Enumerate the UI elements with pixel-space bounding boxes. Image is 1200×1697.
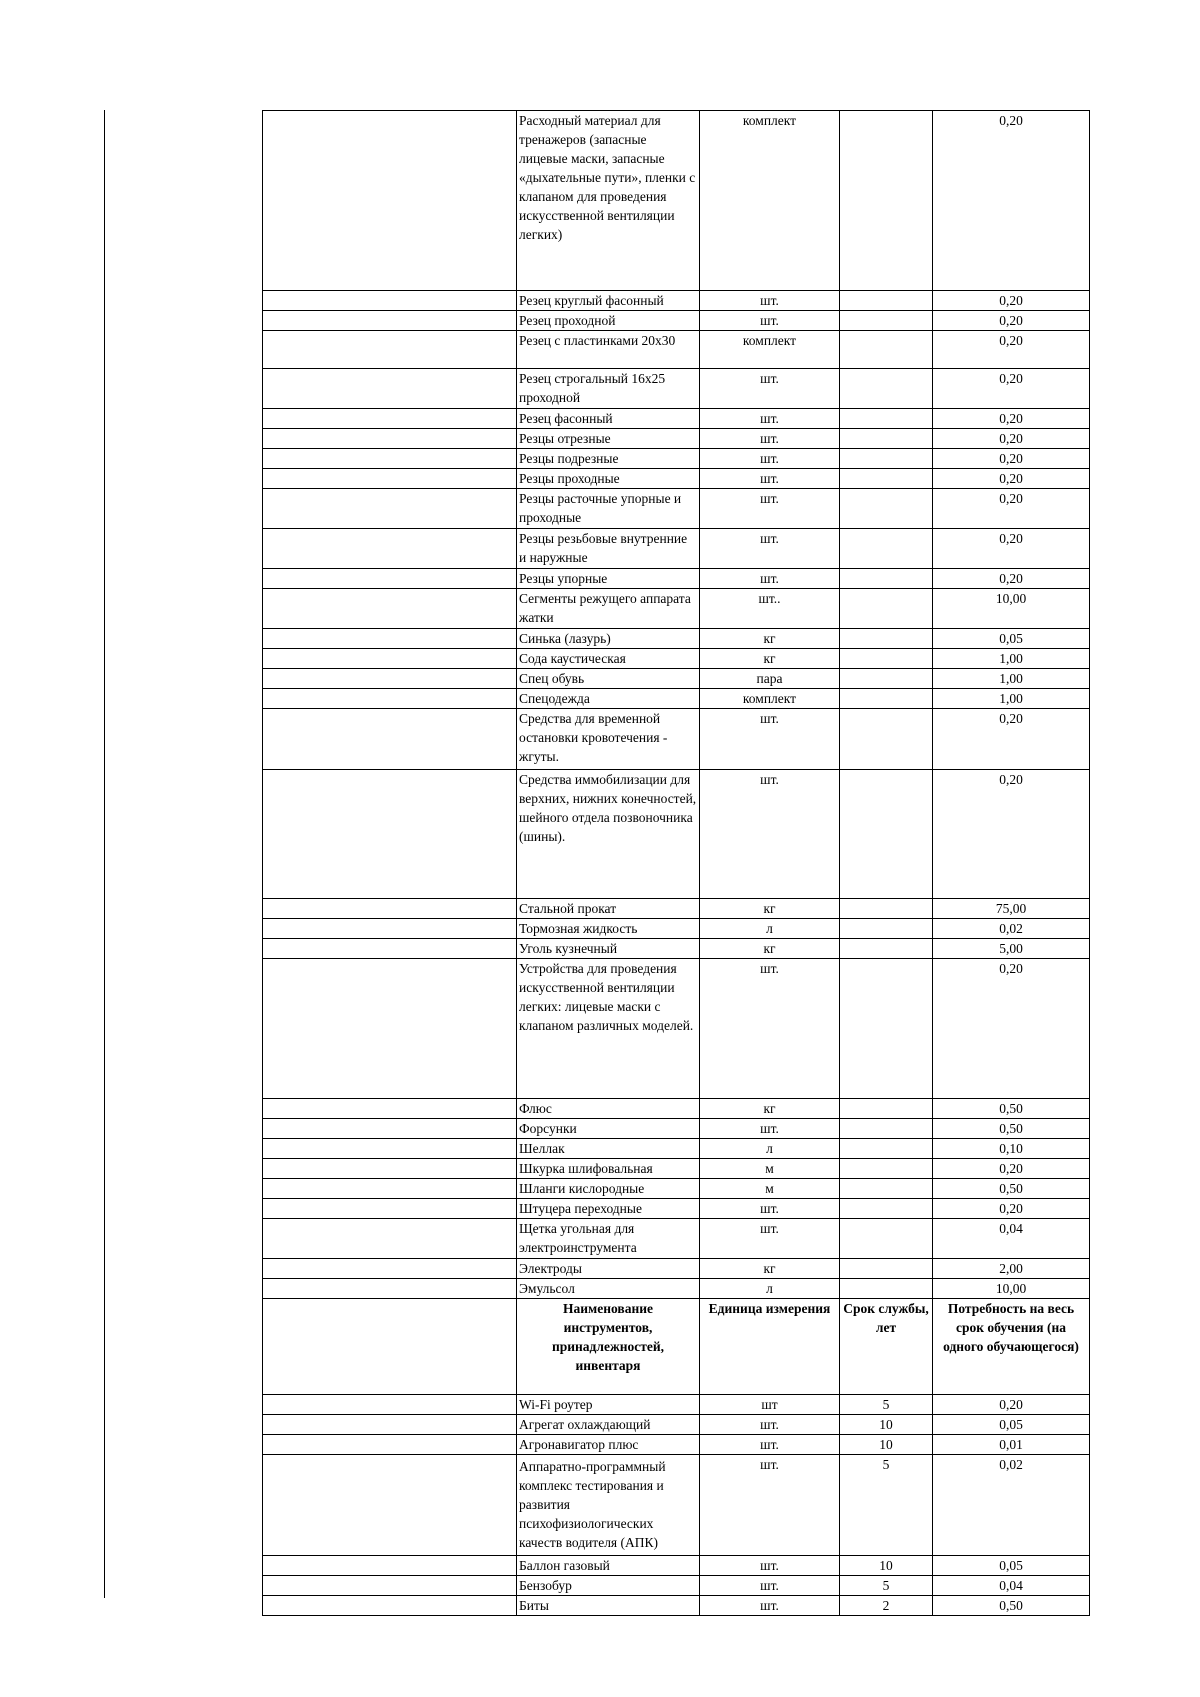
table-row bbox=[263, 1139, 1090, 1159]
item-need: 0,05 bbox=[933, 1415, 1090, 1435]
item-need: 0,10 bbox=[933, 1139, 1090, 1159]
blank-cell bbox=[263, 1435, 517, 1455]
table-row bbox=[263, 291, 1090, 311]
table-row bbox=[263, 449, 1090, 469]
item-unit: шт. bbox=[700, 429, 840, 449]
item-name: Резец строгальный 16х25 проходной bbox=[517, 369, 700, 409]
item-life: 10 bbox=[840, 1435, 933, 1455]
item-need: 1,00 bbox=[933, 689, 1090, 709]
item-unit: кг bbox=[700, 939, 840, 959]
item-life bbox=[840, 689, 933, 709]
item-name: Флюс bbox=[517, 1099, 700, 1119]
table-row bbox=[263, 589, 1090, 629]
item-name: Биты bbox=[517, 1596, 700, 1616]
table-row bbox=[263, 369, 1090, 409]
item-need: 0,02 bbox=[933, 1455, 1090, 1556]
item-life bbox=[840, 369, 933, 409]
blank-cell bbox=[263, 1099, 517, 1119]
item-unit: шт. bbox=[700, 1556, 840, 1576]
item-unit: л bbox=[700, 1139, 840, 1159]
blank-cell bbox=[263, 1219, 517, 1259]
item-name: Электроды bbox=[517, 1259, 700, 1279]
item-unit: шт. bbox=[700, 529, 840, 569]
blank-cell bbox=[263, 770, 517, 899]
item-need: 0,20 bbox=[933, 489, 1090, 529]
item-name: Резцы отрезные bbox=[517, 429, 700, 449]
item-unit: л bbox=[700, 1279, 840, 1299]
item-need: 0,20 bbox=[933, 469, 1090, 489]
blank-cell bbox=[263, 1299, 517, 1395]
blank-cell bbox=[263, 311, 517, 331]
table-row bbox=[263, 1455, 1090, 1556]
blank-cell bbox=[263, 1199, 517, 1219]
item-life bbox=[840, 331, 933, 369]
table-row bbox=[263, 1395, 1090, 1415]
blank-cell bbox=[263, 689, 517, 709]
item-unit: шт. bbox=[700, 291, 840, 311]
blank-cell bbox=[263, 409, 517, 429]
item-life bbox=[840, 919, 933, 939]
blank-cell bbox=[263, 1576, 517, 1596]
item-name: Средства иммобилизации для верхних, нижних конечностей, шейного отдела позвоночника (шины). bbox=[517, 770, 700, 899]
item-life bbox=[840, 529, 933, 569]
item-life bbox=[840, 291, 933, 311]
blank-cell bbox=[263, 649, 517, 669]
item-name: Щетка угольная для электроинструмента bbox=[517, 1219, 700, 1259]
item-unit: шт. bbox=[700, 1576, 840, 1596]
blank-cell bbox=[263, 1139, 517, 1159]
item-need: 0,20 bbox=[933, 449, 1090, 469]
item-life bbox=[840, 1219, 933, 1259]
item-name: Сода каустическая bbox=[517, 649, 700, 669]
item-unit: шт. bbox=[700, 1455, 840, 1556]
item-need: 10,00 bbox=[933, 589, 1090, 629]
item-unit: шт. bbox=[700, 1199, 840, 1219]
item-need: 0,20 bbox=[933, 569, 1090, 589]
item-need: 0,04 bbox=[933, 1219, 1090, 1259]
table-row bbox=[263, 629, 1090, 649]
item-need: 0,20 bbox=[933, 369, 1090, 409]
item-need: 0,01 bbox=[933, 1435, 1090, 1455]
item-name: Аппаратно-программный комплекс тестирования и развития психофизиологических качеств водителя (АПК) bbox=[517, 1455, 700, 1556]
item-name: Резцы упорные bbox=[517, 569, 700, 589]
materials-table bbox=[262, 110, 1090, 1616]
item-life bbox=[840, 589, 933, 629]
blank-cell bbox=[263, 1556, 517, 1576]
item-need: 0,20 bbox=[933, 1159, 1090, 1179]
item-unit: кг bbox=[700, 1259, 840, 1279]
item-name: Средства для временной остановки кровотечения - жгуты. bbox=[517, 709, 700, 770]
item-life bbox=[840, 629, 933, 649]
item-life bbox=[840, 489, 933, 529]
item-need: 0,50 bbox=[933, 1119, 1090, 1139]
blank-cell bbox=[263, 369, 517, 409]
item-name: Агронавигатор плюс bbox=[517, 1435, 700, 1455]
item-unit: комплект bbox=[700, 689, 840, 709]
item-life bbox=[840, 1139, 933, 1159]
item-unit: шт. bbox=[700, 569, 840, 589]
header-unit: Единица измерения bbox=[700, 1299, 840, 1395]
item-unit: комплект bbox=[700, 111, 840, 291]
item-name: Стальной прокат bbox=[517, 899, 700, 919]
left-margin-rule bbox=[104, 110, 105, 1598]
table-row bbox=[263, 770, 1090, 899]
item-life bbox=[840, 709, 933, 770]
item-need: 0,20 bbox=[933, 529, 1090, 569]
blank-cell bbox=[263, 589, 517, 629]
item-unit: шт bbox=[700, 1395, 840, 1415]
item-unit: шт. bbox=[700, 1435, 840, 1455]
table-row bbox=[263, 311, 1090, 331]
table-row bbox=[263, 1219, 1090, 1259]
item-unit: шт. bbox=[700, 449, 840, 469]
blank-cell bbox=[263, 919, 517, 939]
blank-cell bbox=[263, 569, 517, 589]
item-unit: шт. bbox=[700, 311, 840, 331]
blank-cell bbox=[263, 331, 517, 369]
item-life bbox=[840, 449, 933, 469]
item-life bbox=[840, 939, 933, 959]
table-row bbox=[263, 1415, 1090, 1435]
item-unit: м bbox=[700, 1159, 840, 1179]
item-name: Шкурка шлифовальная bbox=[517, 1159, 700, 1179]
item-life bbox=[840, 311, 933, 331]
item-name: Резец фасонный bbox=[517, 409, 700, 429]
item-life bbox=[840, 1279, 933, 1299]
item-unit: кг bbox=[700, 649, 840, 669]
item-need: 1,00 bbox=[933, 649, 1090, 669]
item-life bbox=[840, 469, 933, 489]
item-name: Шланги кислородные bbox=[517, 1179, 700, 1199]
table-row bbox=[263, 1576, 1090, 1596]
blank-cell bbox=[263, 939, 517, 959]
item-name: Резцы проходные bbox=[517, 469, 700, 489]
item-unit: шт. bbox=[700, 1596, 840, 1616]
blank-cell bbox=[263, 1119, 517, 1139]
table-row bbox=[263, 649, 1090, 669]
table-row bbox=[263, 1259, 1090, 1279]
item-life bbox=[840, 569, 933, 589]
item-name: Форсунки bbox=[517, 1119, 700, 1139]
blank-cell bbox=[263, 1279, 517, 1299]
table-row bbox=[263, 919, 1090, 939]
item-name: Резец с пластинками 20х30 bbox=[517, 331, 700, 369]
item-name: Резец проходной bbox=[517, 311, 700, 331]
item-need: 0,50 bbox=[933, 1596, 1090, 1616]
item-unit: шт. bbox=[700, 489, 840, 529]
item-life bbox=[840, 770, 933, 899]
table-row bbox=[263, 529, 1090, 569]
table-row bbox=[263, 709, 1090, 770]
item-life bbox=[840, 669, 933, 689]
table-row bbox=[263, 1099, 1090, 1119]
item-unit: пара bbox=[700, 669, 840, 689]
item-need: 75,00 bbox=[933, 899, 1090, 919]
header-life: Срок службы, лет bbox=[840, 1299, 933, 1395]
blank-cell bbox=[263, 709, 517, 770]
table-row bbox=[263, 1279, 1090, 1299]
item-unit: шт. bbox=[700, 409, 840, 429]
item-need: 0,04 bbox=[933, 1576, 1090, 1596]
item-need: 1,00 bbox=[933, 669, 1090, 689]
table-row bbox=[263, 489, 1090, 529]
item-life: 5 bbox=[840, 1576, 933, 1596]
blank-cell bbox=[263, 669, 517, 689]
item-life bbox=[840, 1259, 933, 1279]
item-need: 2,00 bbox=[933, 1259, 1090, 1279]
blank-cell bbox=[263, 469, 517, 489]
item-unit: кг bbox=[700, 899, 840, 919]
table-row bbox=[263, 1179, 1090, 1199]
item-need: 0,20 bbox=[933, 291, 1090, 311]
item-name: Синька (лазурь) bbox=[517, 629, 700, 649]
item-unit: кг bbox=[700, 629, 840, 649]
item-need: 0,02 bbox=[933, 919, 1090, 939]
item-need: 0,20 bbox=[933, 311, 1090, 331]
blank-cell bbox=[263, 629, 517, 649]
blank-cell bbox=[263, 449, 517, 469]
item-unit: шт. bbox=[700, 709, 840, 770]
item-name: Агрегат охлаждающий bbox=[517, 1415, 700, 1435]
table-row bbox=[263, 409, 1090, 429]
item-need: 10,00 bbox=[933, 1279, 1090, 1299]
item-unit: шт. bbox=[700, 1219, 840, 1259]
item-name: Wi-Fi роутер bbox=[517, 1395, 700, 1415]
item-unit: м bbox=[700, 1179, 840, 1199]
table-row bbox=[263, 1596, 1090, 1616]
item-life bbox=[840, 959, 933, 1099]
item-name: Устройства для проведения искусственной вентиляции легких: лицевые маски с клапаном различных моделей. bbox=[517, 959, 700, 1099]
table-row bbox=[263, 469, 1090, 489]
item-life: 2 bbox=[840, 1596, 933, 1616]
item-name: Спецодежда bbox=[517, 689, 700, 709]
item-name: Баллон газовый bbox=[517, 1556, 700, 1576]
item-name: Шеллак bbox=[517, 1139, 700, 1159]
item-unit: шт. bbox=[700, 1415, 840, 1435]
item-need: 0,20 bbox=[933, 1395, 1090, 1415]
item-name: Уголь кузнечный bbox=[517, 939, 700, 959]
table-row bbox=[263, 899, 1090, 919]
table-row bbox=[263, 689, 1090, 709]
item-need: 0,05 bbox=[933, 629, 1090, 649]
header-name: Наименование инструментов, принадлежностей, инвентаря bbox=[517, 1299, 700, 1395]
blank-cell bbox=[263, 529, 517, 569]
item-unit: комплект bbox=[700, 331, 840, 369]
item-life bbox=[840, 429, 933, 449]
item-need: 0,20 bbox=[933, 1199, 1090, 1219]
blank-cell bbox=[263, 1415, 517, 1435]
blank-cell bbox=[263, 1455, 517, 1556]
item-need: 0,50 bbox=[933, 1179, 1090, 1199]
item-name: Резцы расточные упорные и проходные bbox=[517, 489, 700, 529]
item-life bbox=[840, 409, 933, 429]
table-row bbox=[263, 111, 1090, 291]
item-name: Штуцера переходные bbox=[517, 1199, 700, 1219]
item-unit: шт. bbox=[700, 959, 840, 1099]
item-life bbox=[840, 899, 933, 919]
item-unit: шт. bbox=[700, 770, 840, 899]
item-name: Тормозная жидкость bbox=[517, 919, 700, 939]
table-row bbox=[263, 569, 1090, 589]
item-need: 0,20 bbox=[933, 709, 1090, 770]
blank-cell bbox=[263, 1159, 517, 1179]
header-need: Потребность на весь срок обучения (на одного обучающегося) bbox=[933, 1299, 1090, 1395]
blank-cell bbox=[263, 489, 517, 529]
blank-cell bbox=[263, 959, 517, 1099]
item-need: 0,20 bbox=[933, 409, 1090, 429]
item-name: Бензобур bbox=[517, 1576, 700, 1596]
blank-cell bbox=[263, 1395, 517, 1415]
item-life bbox=[840, 649, 933, 669]
item-name: Резцы подрезные bbox=[517, 449, 700, 469]
item-life: 10 bbox=[840, 1415, 933, 1435]
item-name: Расходный материал для тренажеров (запасные лицевые маски, запасные «дыхательные пути», пленки с клапаном для проведения искусственной вентиляции легких) bbox=[517, 111, 700, 291]
item-name: Резец круглый фасонный bbox=[517, 291, 700, 311]
item-need: 0,50 bbox=[933, 1099, 1090, 1119]
table-row bbox=[263, 939, 1090, 959]
table-row bbox=[263, 669, 1090, 689]
item-unit: шт.. bbox=[700, 589, 840, 629]
item-life bbox=[840, 1119, 933, 1139]
item-need: 0,20 bbox=[933, 111, 1090, 291]
item-name: Сегменты режущего аппарата жатки bbox=[517, 589, 700, 629]
item-unit: шт. bbox=[700, 1119, 840, 1139]
table-row bbox=[263, 959, 1090, 1099]
table-row bbox=[263, 1435, 1090, 1455]
blank-cell bbox=[263, 111, 517, 291]
table-row bbox=[263, 1556, 1090, 1576]
item-life bbox=[840, 1199, 933, 1219]
item-need: 0,05 bbox=[933, 1556, 1090, 1576]
item-name: Спец обувь bbox=[517, 669, 700, 689]
item-need: 0,20 bbox=[933, 429, 1090, 449]
item-name: Резцы резьбовые внутренние и наружные bbox=[517, 529, 700, 569]
item-unit: шт. bbox=[700, 469, 840, 489]
table-row bbox=[263, 429, 1090, 449]
item-life bbox=[840, 111, 933, 291]
item-name: Эмульсол bbox=[517, 1279, 700, 1299]
item-need: 0,20 bbox=[933, 331, 1090, 369]
item-life bbox=[840, 1179, 933, 1199]
table-row bbox=[263, 331, 1090, 369]
item-need: 0,20 bbox=[933, 770, 1090, 899]
item-life: 10 bbox=[840, 1556, 933, 1576]
blank-cell bbox=[263, 1179, 517, 1199]
blank-cell bbox=[263, 1596, 517, 1616]
blank-cell bbox=[263, 1259, 517, 1279]
table-row bbox=[263, 1119, 1090, 1139]
table-row bbox=[263, 1199, 1090, 1219]
blank-cell bbox=[263, 429, 517, 449]
item-life bbox=[840, 1099, 933, 1119]
blank-cell bbox=[263, 899, 517, 919]
item-unit: шт. bbox=[700, 369, 840, 409]
item-need: 5,00 bbox=[933, 939, 1090, 959]
section-header-row bbox=[263, 1299, 1090, 1395]
item-unit: л bbox=[700, 919, 840, 939]
item-life bbox=[840, 1159, 933, 1179]
blank-cell bbox=[263, 291, 517, 311]
item-need: 0,20 bbox=[933, 959, 1090, 1099]
table-row bbox=[263, 1159, 1090, 1179]
item-life: 5 bbox=[840, 1455, 933, 1556]
item-life: 5 bbox=[840, 1395, 933, 1415]
item-unit: кг bbox=[700, 1099, 840, 1119]
